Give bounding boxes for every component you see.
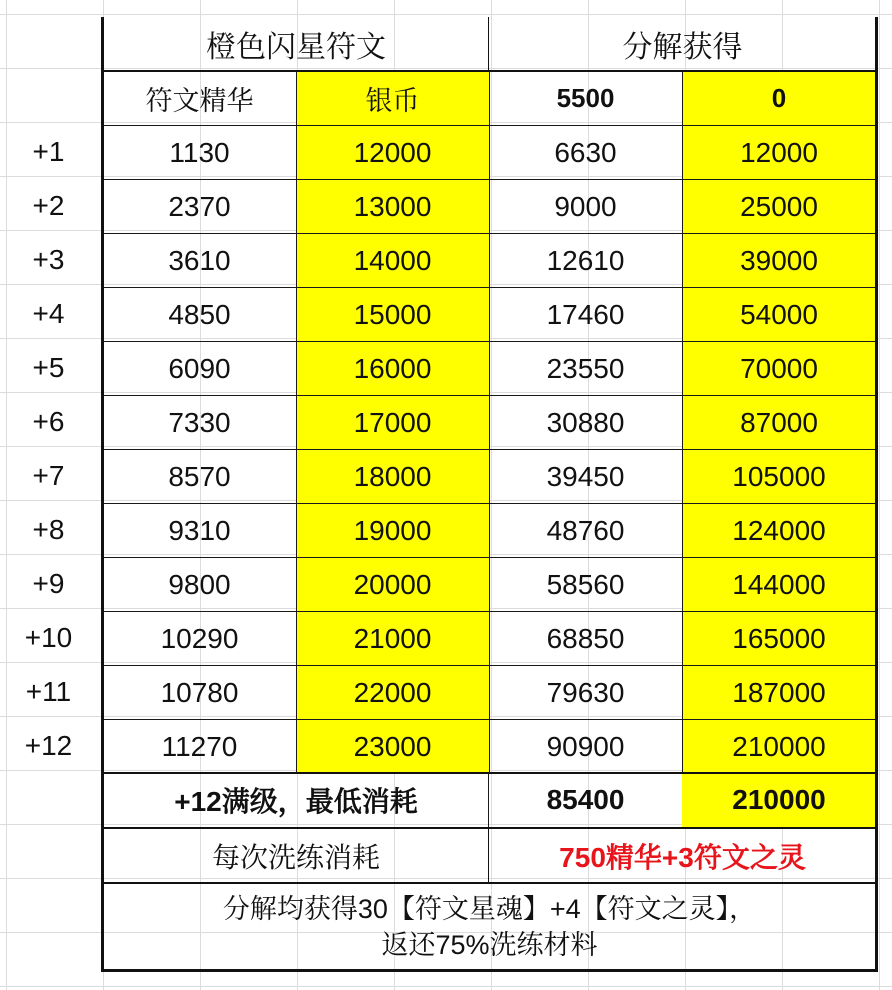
cell-silver: 16000 bbox=[296, 341, 489, 395]
header-left-title: 橙色闪星符文 bbox=[206, 31, 386, 64]
cell-silver: 13000 bbox=[296, 179, 489, 233]
cell-silver: 19000 bbox=[296, 503, 489, 557]
row-label: +11 bbox=[25, 676, 72, 707]
summary-bottom-border bbox=[101, 827, 878, 829]
header-divider bbox=[488, 17, 489, 71]
column-divider bbox=[682, 71, 683, 772]
bottom-border bbox=[101, 969, 878, 972]
subheader-decomp-silver: 0 bbox=[771, 82, 787, 113]
row-label: +8 bbox=[32, 514, 65, 545]
cell-silver: 12000 bbox=[296, 125, 489, 179]
cell-silver: 22000 bbox=[296, 665, 489, 719]
cell-decomp-silver: 124000 bbox=[682, 503, 876, 557]
row-label: +10 bbox=[24, 622, 73, 653]
cell-decomp-essence: 12610 bbox=[489, 233, 682, 287]
note-block bbox=[103, 884, 876, 970]
cell-silver: 15000 bbox=[296, 287, 489, 341]
cell-essence: 2370 bbox=[103, 179, 296, 233]
header-bottom-border bbox=[101, 70, 878, 72]
header-right-title: 分解获得 bbox=[622, 31, 743, 64]
cell-essence: 10290 bbox=[103, 611, 296, 665]
row-label: +6 bbox=[32, 406, 65, 437]
cell-decomp-silver: 144000 bbox=[682, 557, 876, 611]
wash-divider bbox=[488, 829, 489, 882]
cell-decomp-essence: 68850 bbox=[489, 611, 682, 665]
row-label: +2 bbox=[32, 190, 65, 221]
cell-decomp-essence: 9000 bbox=[489, 179, 682, 233]
cell-essence: 3610 bbox=[103, 233, 296, 287]
cell-decomp-silver: 187000 bbox=[682, 665, 876, 719]
wash-label: 每次洗练消耗 bbox=[211, 841, 380, 873]
cell-decomp-silver: 54000 bbox=[682, 287, 876, 341]
cell-silver: 14000 bbox=[296, 233, 489, 287]
cell-decomp-essence: 39450 bbox=[489, 449, 682, 503]
cell-decomp-silver: 165000 bbox=[682, 611, 876, 665]
cell-silver: 20000 bbox=[296, 557, 489, 611]
note-line-1: 分解均获得30【符文星魂】+4【符文之灵】， bbox=[222, 894, 757, 924]
cell-essence: 8570 bbox=[103, 449, 296, 503]
cell-decomp-essence: 48760 bbox=[489, 503, 682, 557]
summary-label: +12满级，最低消耗 bbox=[174, 786, 418, 817]
summary-silver-total: 210000 bbox=[732, 784, 826, 815]
cell-decomp-essence: 90900 bbox=[489, 719, 682, 773]
cell-essence: 6090 bbox=[103, 341, 296, 395]
column-divider bbox=[489, 71, 490, 772]
cell-decomp-essence: 79630 bbox=[489, 665, 682, 719]
note-line-2: 返还75%洗练材料 bbox=[381, 930, 598, 960]
cell-decomp-essence: 17460 bbox=[489, 287, 682, 341]
cell-decomp-essence: 58560 bbox=[489, 557, 682, 611]
cell-decomp-silver: 70000 bbox=[682, 341, 876, 395]
cell-silver: 18000 bbox=[296, 449, 489, 503]
cell-decomp-silver: 105000 bbox=[682, 449, 876, 503]
summary-essence-total: 85400 bbox=[546, 784, 625, 815]
cell-decomp-silver: 87000 bbox=[682, 395, 876, 449]
cell-silver: 23000 bbox=[296, 719, 489, 773]
cell-decomp-essence: 6630 bbox=[489, 125, 682, 179]
cell-decomp-essence: 23550 bbox=[489, 341, 682, 395]
cell-decomp-silver: 12000 bbox=[682, 125, 876, 179]
subheader-essence: 符文精华 bbox=[145, 85, 254, 116]
summary-top-border bbox=[101, 772, 878, 774]
cell-essence: 11270 bbox=[103, 719, 296, 773]
subheader-silver: 银币 bbox=[365, 85, 420, 116]
subheader-decomp-essence: 5500 bbox=[556, 82, 615, 113]
cell-essence: 1130 bbox=[103, 125, 296, 179]
cell-silver: 21000 bbox=[296, 611, 489, 665]
cell-essence: 10780 bbox=[103, 665, 296, 719]
cell-decomp-silver: 25000 bbox=[682, 179, 876, 233]
wash-cost: 750精华+3符文之灵 bbox=[559, 841, 806, 873]
row-label: +4 bbox=[32, 298, 65, 329]
row-label: +5 bbox=[32, 352, 65, 383]
row-label: +12 bbox=[24, 730, 73, 761]
cell-essence: 9800 bbox=[103, 557, 296, 611]
row-label: +9 bbox=[32, 568, 65, 599]
row-label: +3 bbox=[32, 244, 65, 275]
row-label: +1 bbox=[32, 136, 65, 167]
cell-essence: 4850 bbox=[103, 287, 296, 341]
cell-silver: 17000 bbox=[296, 395, 489, 449]
row-label: +7 bbox=[32, 460, 65, 491]
cell-decomp-silver: 210000 bbox=[682, 719, 876, 773]
cell-essence: 7330 bbox=[103, 395, 296, 449]
cell-decomp-silver: 39000 bbox=[682, 233, 876, 287]
cell-essence: 9310 bbox=[103, 503, 296, 557]
column-divider bbox=[296, 71, 297, 772]
wash-bottom-border bbox=[101, 882, 878, 884]
cell-decomp-essence: 30880 bbox=[489, 395, 682, 449]
